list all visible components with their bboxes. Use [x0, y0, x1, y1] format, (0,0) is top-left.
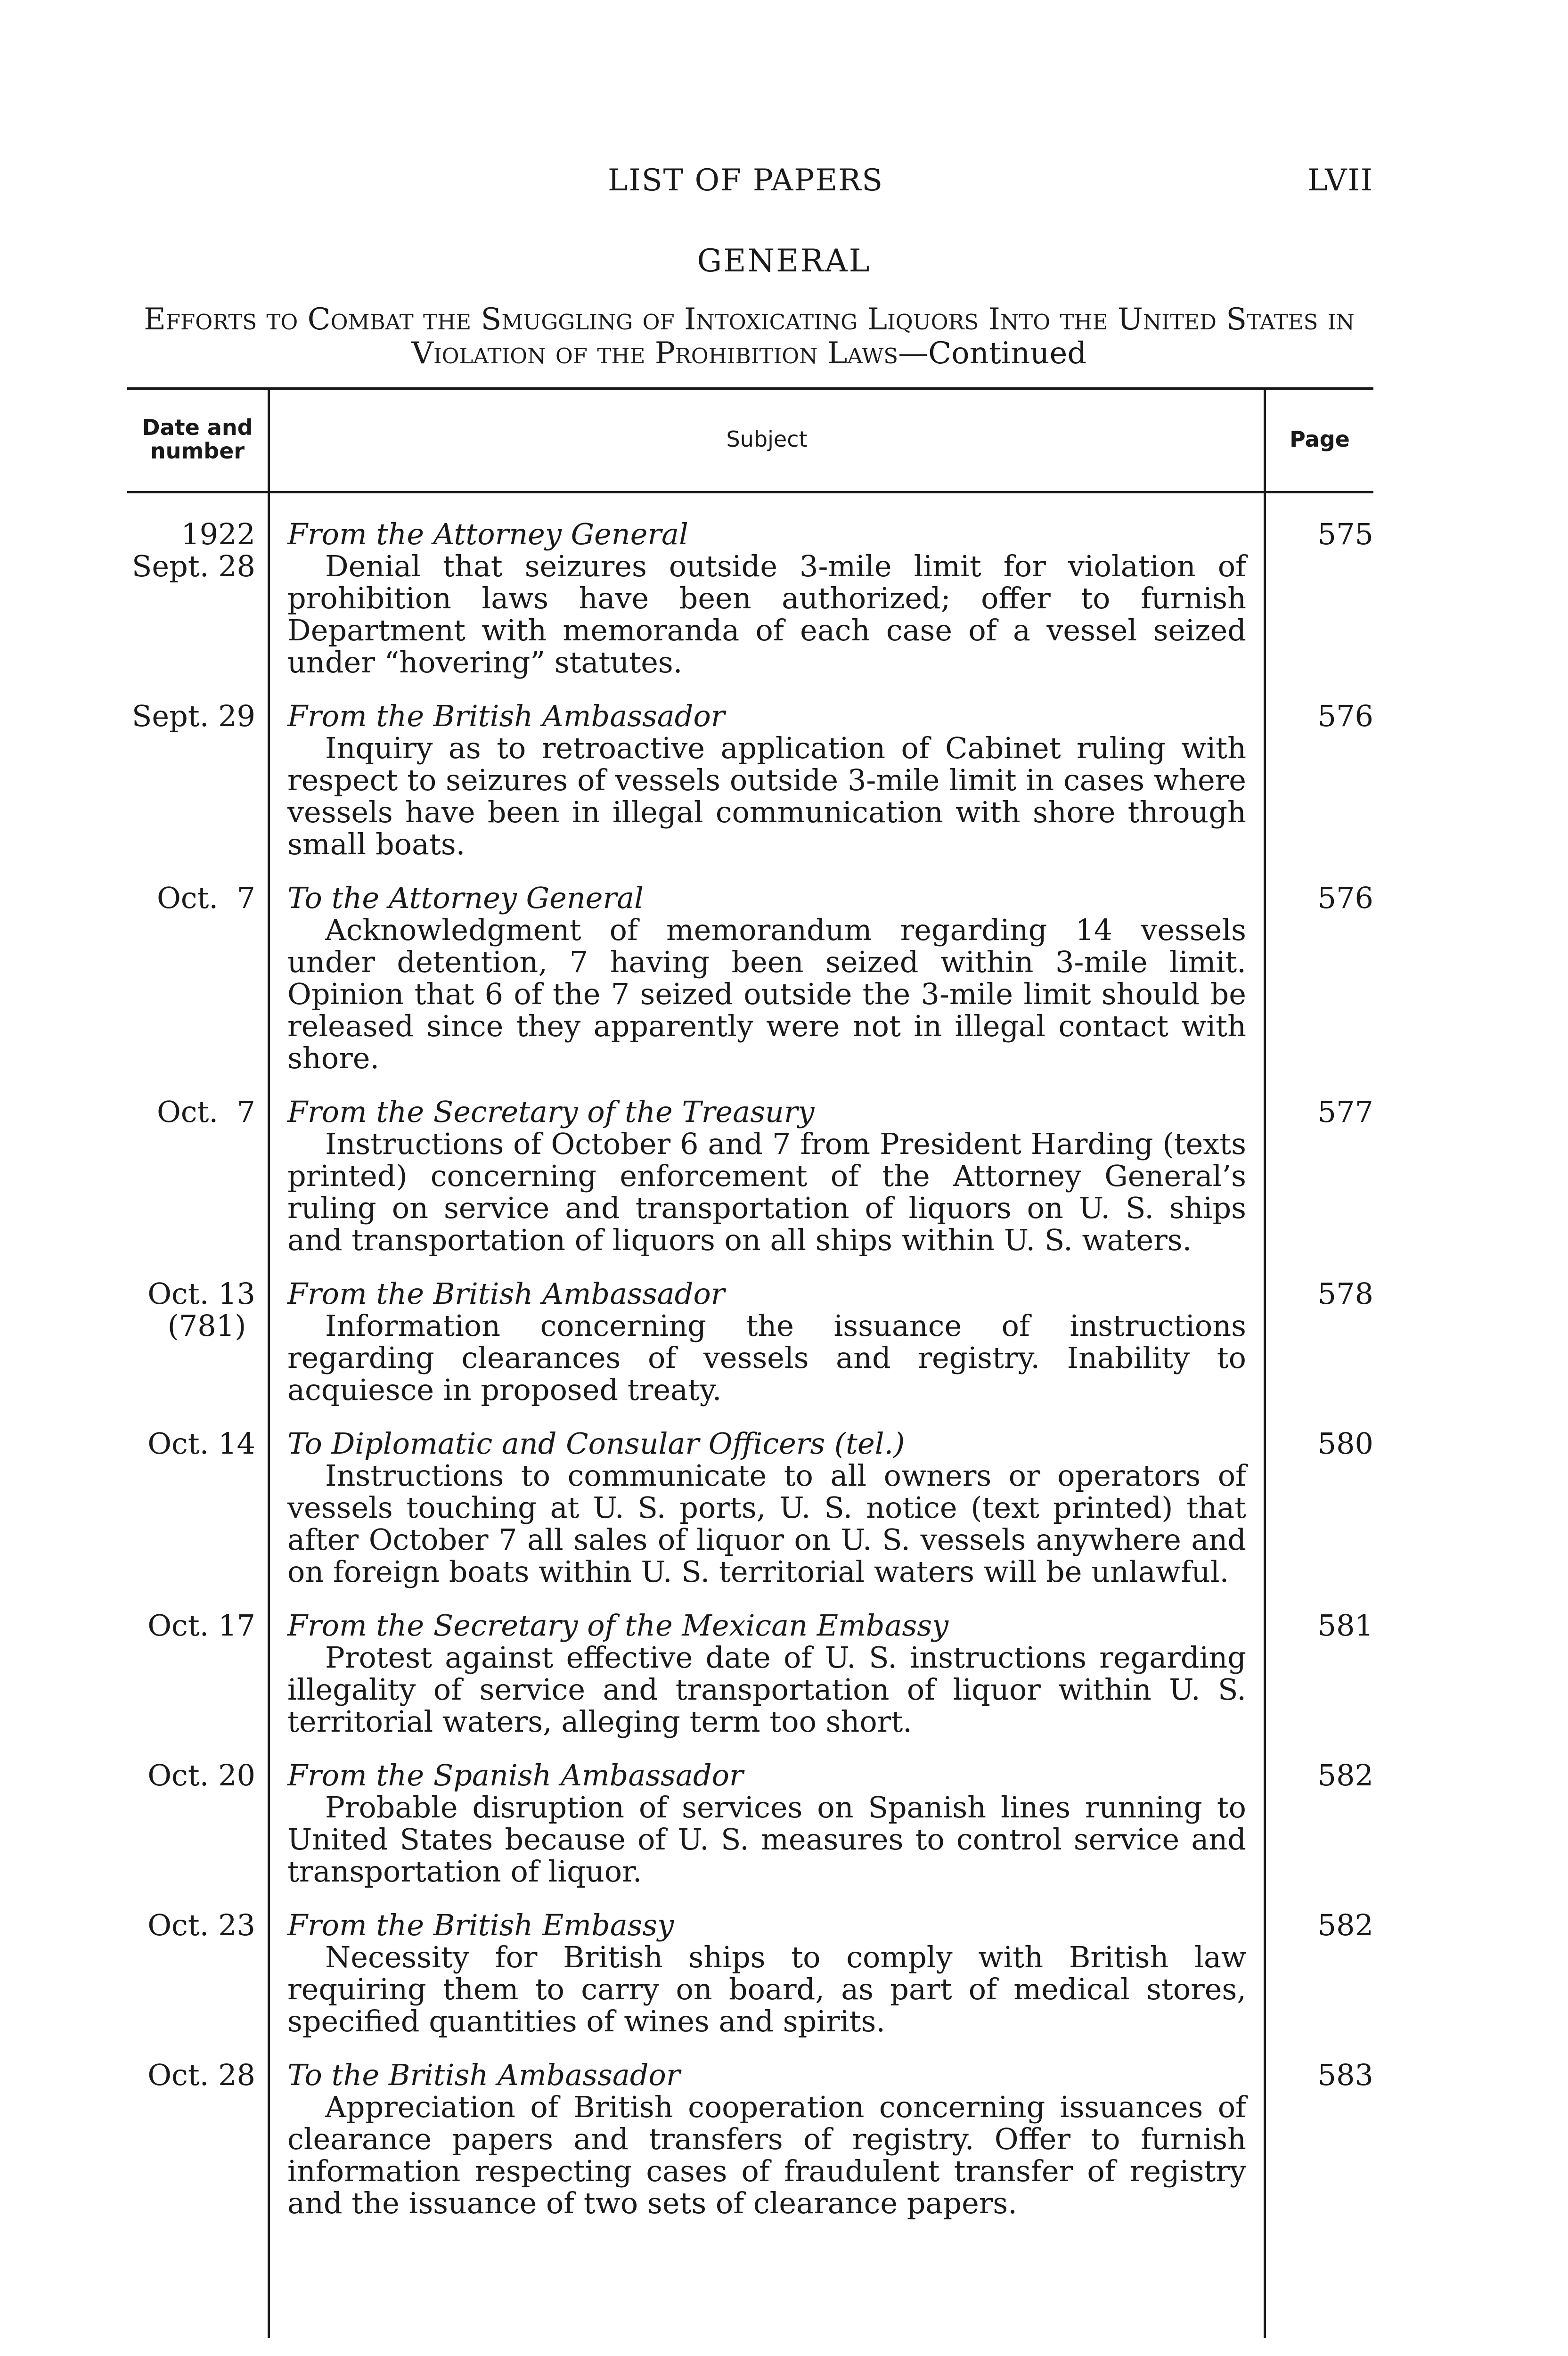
- entry-heading: From the British Ambassador: [287, 1276, 725, 1311]
- entry-body: Appreciation of British cooperation concerning issuances of clearance papers and transfers of registry. Offer to furnish information respecting cases of fraudulent transfer of registry and the issuance of two sets of clearance papers.: [287, 2090, 1246, 2220]
- entry-body: Probable disruption of services on Spanish lines running to United States because of U. S. measures to control service and transportation of liquor.: [287, 1790, 1246, 1889]
- entry-heading: To the British Ambassador: [287, 2058, 680, 2092]
- entry-date: Oct. 7: [156, 1095, 255, 1129]
- entry-date: Oct. 28: [147, 2058, 255, 2092]
- subsection-continued: —Continued: [898, 336, 1087, 371]
- entry-page: 580: [1317, 1426, 1373, 1461]
- section-title: GENERAL: [697, 243, 871, 279]
- entry-heading: From the British Ambassador: [287, 699, 725, 733]
- table-row: [127, 1278, 1373, 1406]
- table-header-rule: [127, 491, 1373, 493]
- entry-subject: [287, 1759, 1246, 1888]
- table-row: [127, 1428, 1373, 1588]
- entry-page: 576: [1317, 699, 1373, 733]
- entry-body: Denial that seizures outside 3-mile limit for violation of prohibition laws have been authorized; offer to furnish Department with memoranda of each case of a vessel seized under “hovering” statutes.: [287, 549, 1246, 679]
- entry-page: 578: [1317, 1276, 1373, 1311]
- table-row: [127, 1909, 1373, 2037]
- entry-date: Sept. 29: [131, 699, 255, 733]
- entry-date: Oct. 7: [156, 881, 255, 915]
- entry-heading: From the British Embassy: [287, 1908, 674, 1942]
- table-row: [127, 518, 1373, 679]
- entry-subject: [287, 2059, 1246, 2219]
- entry-page: 582: [1317, 1908, 1373, 1942]
- entry-date: 1922 Sept. 28: [131, 517, 255, 583]
- entry-page: 577: [1317, 1095, 1373, 1129]
- entry-date: Oct. 13 (781): [147, 1276, 255, 1343]
- entry-page: 575: [1317, 517, 1373, 551]
- entry-heading: From the Secretary of the Mexican Embassy: [287, 1608, 949, 1643]
- entry-page: 582: [1317, 1758, 1373, 1792]
- entry-subject: [287, 518, 1246, 679]
- entry-page: 581: [1317, 1608, 1373, 1643]
- table-row: [127, 1759, 1373, 1888]
- entry-date: Oct. 14: [147, 1426, 255, 1461]
- entry-heading: To Diplomatic and Consular Officers (tel.): [287, 1426, 905, 1461]
- page-number: LVII: [1307, 163, 1373, 198]
- papers-table: [127, 387, 1373, 2343]
- subsection-title-text: Efforts to Combat the Smuggling of Intoxicating Liquors Into the United States in Violation of the Prohibition Laws: [144, 302, 1355, 371]
- table-row: [127, 882, 1373, 1074]
- entry-heading: To the Attorney General: [287, 881, 644, 915]
- entry-body: Instructions to communicate to all owners or operators of vessels touching at U. S. ports, U. S. notice (text printed) that after October 7 all sales of liquor on U. S. vessels anywhere and on foreign boats within U. S. territorial waters will be unlawful.: [287, 1458, 1246, 1589]
- running-title: LIST OF PAPERS: [608, 163, 884, 198]
- entry-heading: From the Attorney General: [287, 517, 688, 551]
- entry-heading: From the Spanish Ambassador: [287, 1758, 743, 1792]
- page-header: [0, 163, 1568, 205]
- table-entries: [127, 518, 1373, 2241]
- column-header-subject: Subject: [726, 426, 808, 452]
- table-row: [127, 700, 1373, 860]
- column-header-date: Date and number: [142, 415, 253, 464]
- entry-subject: [287, 1909, 1246, 2037]
- entry-body: Protest against effective date of U. S. instructions regarding illegality of service and transportation of liquor within U. S. territorial waters, alleging term too short.: [287, 1640, 1246, 1739]
- entry-subject: [287, 1096, 1246, 1256]
- entry-date: Oct. 20: [147, 1758, 255, 1792]
- entry-subject: [287, 882, 1246, 1074]
- column-header-page: Page: [1290, 426, 1350, 452]
- entry-subject: [287, 1278, 1246, 1406]
- table-top-rule: [127, 387, 1373, 390]
- entry-subject: [287, 700, 1246, 860]
- entry-subject: [287, 1428, 1246, 1588]
- entry-heading: From the Secretary of the Treasury: [287, 1095, 815, 1129]
- entry-date: Oct. 23: [147, 1908, 255, 1942]
- entry-body: Instructions of October 6 and 7 from President Harding (texts printed) concerning enforcement of the Attorney General’s ruling on service and transportation of liquors on U. S. ships and transportation of liquors on all ships within U. S. waters.: [287, 1127, 1246, 1257]
- entry-body: Necessity for British ships to comply with British law requiring them to carry on board, as part of medical stores, specified quantities of wines and spirits.: [287, 1940, 1246, 2038]
- table-row: [127, 2059, 1373, 2219]
- entry-body: Inquiry as to retroactive application of Cabinet ruling with respect to seizures of vessels outside 3-mile limit in cases where vessels have been in illegal communication with shore through small boats.: [287, 731, 1246, 861]
- entry-page: 583: [1317, 2058, 1373, 2092]
- entry-body: Acknowledgment of memorandum regarding 14 vessels under detention, 7 having been seized within 3-mile limit. Opinion that 6 of the 7 seized outside the 3-mile limit should be released since they apparently were not in illegal contact with shore.: [287, 913, 1246, 1075]
- entry-body: Information concerning the issuance of instructions regarding clearances of vessels and registry. Inability to acquiesce in proposed treaty.: [287, 1309, 1246, 1407]
- table-row: [127, 1096, 1373, 1256]
- entry-date: Oct. 17: [147, 1608, 255, 1643]
- table-row: [127, 1610, 1373, 1738]
- subsection-title: [122, 303, 1376, 370]
- entry-subject: [287, 1610, 1246, 1738]
- entry-page: 576: [1317, 881, 1373, 915]
